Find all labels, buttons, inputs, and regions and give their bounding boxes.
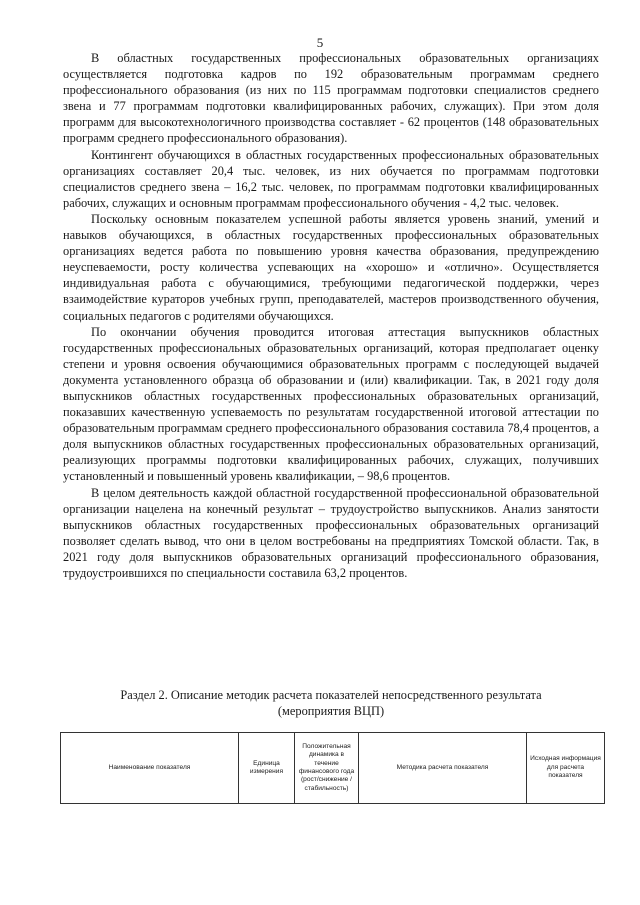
- header-indicator-name: Наименование показателя: [61, 733, 239, 804]
- body-text: [63, 50, 599, 581]
- paragraph: В областных государственных профессиональных образовательных организациях осуществляется подготовка кадров по 192 образовательным программам среднего профессионального образования (из них по 115 программам подготовки специалистов среднего звена и 77 программам подготовки квалифицированных рабочих, служащих). При этом доля программ для высокотехнологичного производства составляет - 62 процентов (148 образовательных программ среднего профессионального образования).: [63, 51, 599, 146]
- paragraph: Контингент обучающихся в областных государственных профессиональных образовательных организациях составляет 20,4 тыс. человек, из них обучается по программам подготовки специалистов среднего звена – 16,2 тыс. человек, по программам подготовки квалифицированных рабочих, служащих и основным программам профессионального обучения - 4,2 тыс. человек.: [63, 147, 599, 210]
- paragraph: В целом деятельность каждой областной государственной профессиональной образовательной организации нацелена на конечный результат – трудоустройство выпускников. Анализ занятости выпускников областных государственных профессиональных образовательных организаций позволяет сделать вывод, что они в целом востребованы на предприятиях Томской области. Так, в 2021 году доля выпускников образовательных организаций профессионального образования, трудоустроившихся по специальности составила 63,2 процентов.: [63, 485, 599, 580]
- paragraph: По окончании обучения проводится итоговая аттестация выпускников областных государственных профессиональных образовательных организаций, которая предполагает оценку степени и уровня освоения обучающимися образовательных программ с последующей выдачей документа установленного образца об образовании и (или) квалификации. Так, в 2021 году доля выпускников областных государственных профессиональных образовательных организаций, показавших качественную успеваемость по результатам государственной итоговой аттестации по образовательным программам среднего профессионального образования составила 78,4 процентов, а доля выпускников областных государственных профессиональных образовательных организаций, реализующих программы подготовки квалифицированных рабочих, служащих, получивших установленный и повышенный уровень квалификации, – 98,6 процентов.: [63, 324, 599, 484]
- header-source-info: Исходная информация для расчета показателя: [527, 733, 605, 804]
- header-dynamics: Положительная динамика в течение финансового года (рост/снижение /стабильность): [295, 733, 359, 804]
- section-heading: [63, 687, 599, 719]
- indicators-table: [60, 732, 604, 804]
- section-heading-line: Раздел 2. Описание методик расчета показателей непосредственного результата: [120, 688, 542, 702]
- header-methodology: Методика расчета показателя: [359, 733, 527, 804]
- page-number: 5: [316, 35, 324, 50]
- table-header-row: [61, 733, 605, 804]
- header-unit: Единица измерения: [239, 733, 295, 804]
- paragraph: Поскольку основным показателем успешной работы является уровень знаний, умений и навыков обучающихся, в областных государственных профессиональных образовательных организациях ведется работа по повышению уровня качества образования, предупреждению неуспеваемости, росту количества успевающих на «хорошо» и «отлично». Осуществляется индивидуальная работа с обучающимися, требующими педагогической поддержки, через взаимодействие кураторов учебных групп, преподавателей, мастеров производственного обучения, социальных педагогов с родителями обучающихся.: [63, 211, 599, 323]
- section-heading-line: (мероприятия ВЦП): [277, 704, 385, 718]
